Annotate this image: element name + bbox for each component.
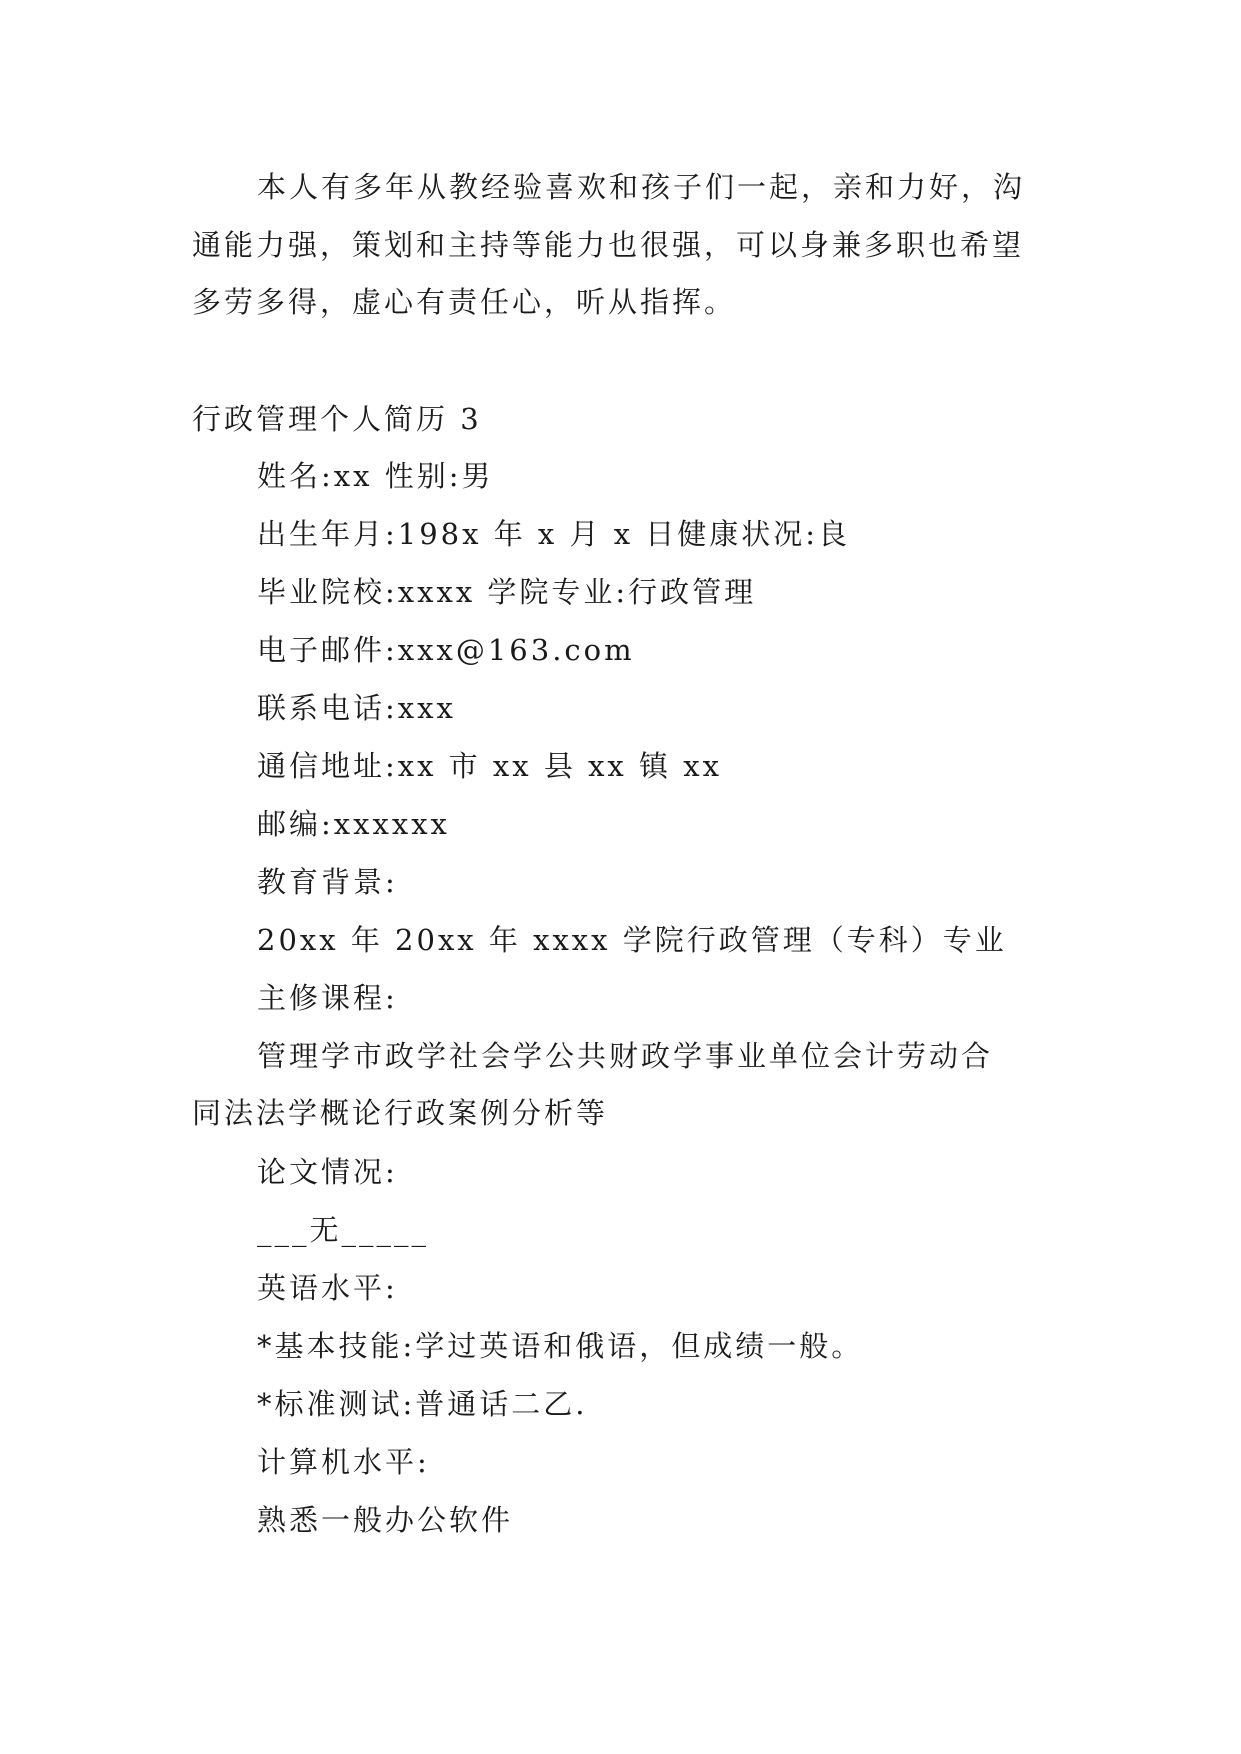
name-gender-line: 姓名:xx 性别:男 xyxy=(257,459,494,493)
education-entry: 20xx 年 20xx 年 xxxx 学院行政管理（专科）专业 xyxy=(257,923,1007,957)
english-test-line: *标准测试:普通话二乙. xyxy=(257,1387,588,1421)
intro-paragraph-line-3: 多劳多得，虚心有责任心，听从指挥。 xyxy=(192,285,737,319)
postcode-line: 邮编:xxxxxx xyxy=(257,807,450,841)
email-line: 电子邮件:xxx@163.com xyxy=(257,633,635,667)
intro-paragraph-line-2: 通能力强，策划和主持等能力也很强，可以身兼多职也希望 xyxy=(192,228,1025,262)
english-heading: 英语水平: xyxy=(257,1271,398,1305)
education-heading: 教育背景: xyxy=(257,865,398,899)
computer-value: 熟悉一般办公软件 xyxy=(257,1503,514,1537)
courses-line-1: 管理学市政学社会学公共财政学事业单位会计劳动合 xyxy=(257,1039,994,1073)
thesis-heading: 论文情况: xyxy=(257,1155,398,1189)
computer-heading: 计算机水平: xyxy=(257,1445,430,1479)
school-major-line: 毕业院校:xxxx 学院专业:行政管理 xyxy=(257,575,757,609)
resume-title: 行政管理个人简历 3 xyxy=(192,402,482,436)
birth-health-line: 出生年月:198x 年 x 月 x 日健康状况:良 xyxy=(257,517,851,551)
phone-line: 联系电话:xxx xyxy=(257,691,456,725)
address-line: 通信地址:xx 市 xx 县 xx 镇 xx xyxy=(257,749,722,783)
courses-line-2: 同法法学概论行政案例分析等 xyxy=(192,1096,609,1130)
english-skill-line: *基本技能:学过英语和俄语，但成绩一般。 xyxy=(257,1329,864,1363)
courses-heading: 主修课程: xyxy=(257,981,398,1015)
thesis-value: ___无_____ xyxy=(257,1213,430,1247)
intro-paragraph-line-1: 本人有多年从教经验喜欢和孩子们一起，亲和力好，沟 xyxy=(257,170,1026,204)
